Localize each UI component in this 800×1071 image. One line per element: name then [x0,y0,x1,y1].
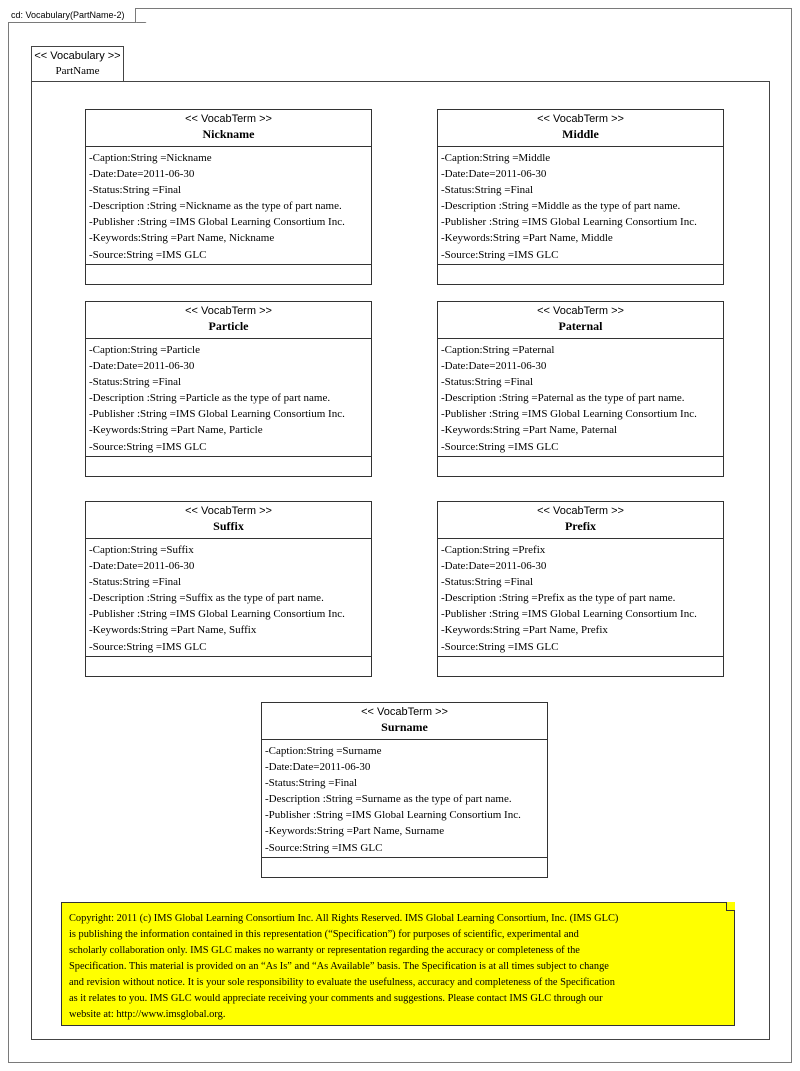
class-name: Paternal [558,319,603,333]
package-stereotype: << Vocabulary >> [34,50,121,62]
attribute: -Publisher :String =IMS Global Learning Consortium Inc. [441,408,697,421]
class-prefix[interactable] [437,501,724,677]
attribute: -Source:String =IMS GLC [441,248,559,261]
class-stereotype: << VocabTerm >> [361,706,448,718]
class-middle[interactable] [437,109,724,285]
attribute: -Status:String =Final [89,376,182,389]
attribute: -Source:String =IMS GLC [89,440,207,453]
attribute: -Description :String =Surname as the type of part name. [265,793,512,806]
class-particle[interactable] [85,301,372,477]
note-line: and revision without notice. It is your sole responsibility to evaluate the usefulness, accuracy and completeness of the Specification [69,977,615,988]
attribute: -Date:Date=2011-06-30 [265,761,371,774]
attribute: -Source:String =IMS GLC [441,640,559,653]
attribute: -Caption:String =Prefix [441,544,546,556]
attribute: -Keywords:String =Part Name, Prefix [441,624,608,637]
note-line: as it relates to you. IMS GLC would appreciate receiving your comments and suggestions. Please contact IMS GLC through our [69,993,603,1004]
attribute: -Date:Date=2011-06-30 [441,560,547,573]
note-line: website at: http://www.imsglobal.org. [69,1009,226,1020]
attribute: -Publisher :String =IMS Global Learning Consortium Inc. [89,216,345,229]
class-attributes [86,539,371,657]
class-stereotype: << VocabTerm >> [185,305,272,317]
attribute: -Keywords:String =Part Name, Suffix [89,624,257,637]
class-name: Particle [208,319,249,333]
note-line: is publishing the information contained in this representation (“Specification”) for purposes of scientific, experimental and [69,929,579,940]
class-attributes [438,539,723,657]
attribute: -Date:Date=2011-06-30 [441,168,547,181]
attribute: -Publisher :String =IMS Global Learning Consortium Inc. [89,408,345,421]
attribute: -Date:Date=2011-06-30 [89,168,195,181]
attribute: -Date:Date=2011-06-30 [441,360,547,373]
attribute: -Source:String =IMS GLC [441,440,559,453]
attribute: -Date:Date=2011-06-30 [89,560,195,573]
attribute: -Caption:String =Paternal [441,344,555,356]
class-stereotype: << VocabTerm >> [537,305,624,317]
class-suffix[interactable] [85,501,372,677]
note-line: Specification. This material is provided on an “As Is” and “As Available” basis. The Specification is at all times subject to change [69,961,609,972]
attribute: -Description :String =Paternal as the type of part name. [441,392,685,405]
class-name: Nickname [202,127,255,141]
package-tab[interactable] [31,46,124,82]
attribute: -Status:String =Final [441,376,534,389]
class-attributes [262,740,547,858]
attribute: -Date:Date=2011-06-30 [89,360,195,373]
note-line: Copyright: 2011 (c) IMS Global Learning Consortium Inc. All Rights Reserved. IMS Global Learning Consortium, Inc. (IMS GLC) [69,913,619,924]
class-name: Surname [381,720,428,734]
attribute: -Keywords:String =Part Name, Surname [265,825,445,838]
attribute: -Description :String =Prefix as the type of part name. [441,592,676,605]
attribute: -Caption:String =Nickname [89,152,212,164]
attribute: -Publisher :String =IMS Global Learning Consortium Inc. [441,608,697,621]
attribute: -Source:String =IMS GLC [265,841,383,854]
attribute: -Caption:String =Middle [441,152,551,164]
attribute: -Keywords:String =Part Name, Middle [441,232,613,245]
attribute: -Status:String =Final [89,576,182,589]
attribute: -Publisher :String =IMS Global Learning Consortium Inc. [265,809,521,822]
attribute: -Keywords:String =Part Name, Particle [89,424,263,437]
class-name: Suffix [213,519,244,533]
note-fold-corner [726,902,735,911]
class-surname[interactable] [261,702,548,878]
class-attributes [86,147,371,265]
package-name: PartName [55,65,100,77]
class-attributes [86,339,371,457]
attribute: -Caption:String =Suffix [89,544,194,556]
attribute: -Status:String =Final [441,576,534,589]
attribute: -Description :String =Middle as the type of part name. [441,200,681,213]
attribute: -Source:String =IMS GLC [89,640,207,653]
class-attributes [438,147,723,265]
attribute: -Caption:String =Surname [265,745,382,757]
attribute: -Source:String =IMS GLC [89,248,207,261]
attribute: -Keywords:String =Part Name, Paternal [441,424,618,437]
copyright-note[interactable] [61,902,735,1026]
class-stereotype: << VocabTerm >> [185,113,272,125]
class-nickname[interactable] [85,109,372,285]
class-name: Middle [562,127,599,141]
attribute: -Description :String =Suffix as the type of part name. [89,592,324,605]
attribute: -Status:String =Final [265,777,358,790]
class-stereotype: << VocabTerm >> [185,505,272,517]
attribute: -Keywords:String =Part Name, Nickname [89,232,275,245]
attribute: -Description :String =Nickname as the type of part name. [89,200,342,213]
attribute: -Publisher :String =IMS Global Learning Consortium Inc. [441,216,697,229]
class-stereotype: << VocabTerm >> [537,113,624,125]
attribute: -Status:String =Final [89,184,182,197]
diagram-label: cd: Vocabulary(PartName-2) [8,8,136,23]
attribute: -Description :String =Particle as the type of part name. [89,392,331,405]
attribute: -Caption:String =Particle [89,344,200,356]
class-attributes [438,339,723,457]
attribute: -Status:String =Final [441,184,534,197]
class-name: Prefix [564,519,597,533]
attribute: -Publisher :String =IMS Global Learning Consortium Inc. [89,608,345,621]
class-paternal[interactable] [437,301,724,477]
note-line: scholarly collaboration only. IMS GLC makes no warranty or representation regarding the accuracy or completeness of the [69,945,580,956]
class-stereotype: << VocabTerm >> [537,505,624,517]
